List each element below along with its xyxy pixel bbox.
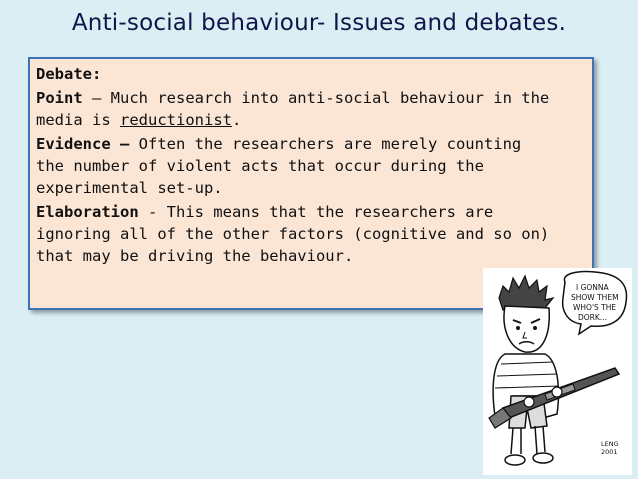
boy-hand-left xyxy=(524,397,534,407)
cartoon-boy-with-gun-image xyxy=(483,268,632,475)
evidence-line-2: the number of violent acts that occur during the xyxy=(36,157,484,175)
point-line-2: media is reductionist. xyxy=(36,111,242,129)
debate-content xyxy=(36,63,586,267)
evidence-line-3: experimental set-up. xyxy=(36,179,223,197)
signature-line-2: 2001 xyxy=(601,448,618,456)
elaboration-line-1: Elaboration - This means that the researchers are xyxy=(36,203,494,221)
elaboration-line-3: that may be driving the behaviour. xyxy=(36,247,354,265)
boy-hair xyxy=(499,276,553,310)
boy-shoe-right xyxy=(533,453,553,463)
boy-legs xyxy=(511,426,545,454)
boy-eye-left xyxy=(516,326,520,330)
boy-hand-right xyxy=(552,387,562,397)
debate-label: Debate: xyxy=(36,65,102,83)
signature-line-1: LENG xyxy=(601,440,619,448)
evidence-line-1: Evidence – Often the researchers are merely counting xyxy=(36,135,522,153)
slide-title: Anti-social behaviour- Issues and debates. xyxy=(71,10,567,36)
speech-line-4: DORK... xyxy=(578,313,607,322)
reductionist-term: reductionist xyxy=(120,111,232,129)
speech-line-1: I GONNA xyxy=(576,283,609,292)
evidence-label: Evidence – xyxy=(36,135,130,153)
elaboration-line-2: ignoring all of the other factors (cognitive and so on) xyxy=(36,225,550,243)
boy-eye-right xyxy=(533,326,537,330)
point-text: – Much research into anti-social behaviour in the xyxy=(82,89,550,107)
debate-heading xyxy=(36,63,586,85)
speech-line-2: SHOW THEM xyxy=(571,293,619,302)
speech-line-3: WHO'S THE xyxy=(573,303,617,312)
elaboration-label: Elaboration xyxy=(36,203,139,221)
boy-head xyxy=(504,306,549,352)
point-line-1 xyxy=(36,87,586,109)
cartoon-drawing xyxy=(483,268,632,475)
point-label: Point xyxy=(36,89,83,107)
boy-shoe-left xyxy=(505,455,525,465)
